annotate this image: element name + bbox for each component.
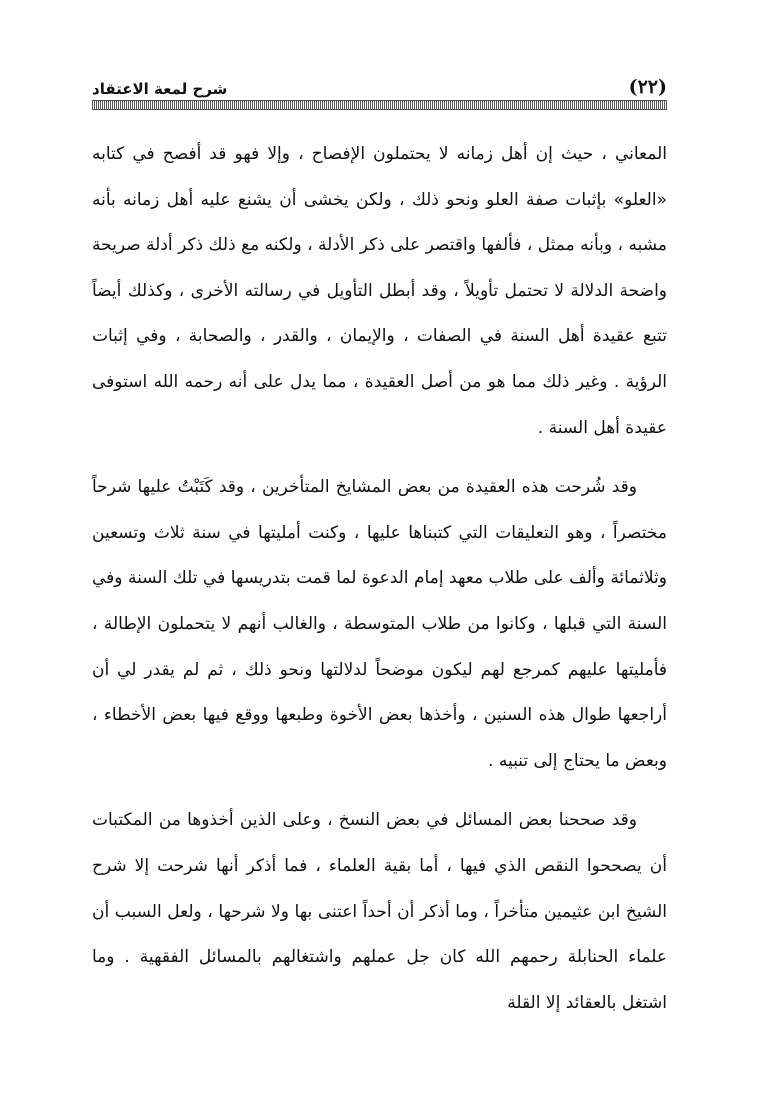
page-header [92, 68, 667, 98]
page-number: (٢٢) [628, 76, 667, 98]
paragraph-3: وقد صححنا بعض المسائل في بعض النسخ ، وعلى الذين أخذوها من المكتبات أن يصححوا النقص الذي فيها ، أما بقية العلماء ، فما أذكر أنها شرحت إلا شرح الشيخ ابن عثيمين متأخراً ، وما أذكر أن أحداً اعتنى بها ولا شرحها ، ولعل السبب أن علماء الحنابلة رحمهم الله كان جل عملهم واشتغالهم بالمسائل الفقهية . وما اشتغل بالعقائد إلا القلة [92, 810, 667, 1013]
running-title: شرح لمعة الاعتقاد [92, 80, 228, 98]
paragraph-1: المعاني ، حيث إن أهل زمانه لا يحتملون الإفصاح ، وإلا فهو قد أفصح في كتابه «العلو» بإثبات صفة العلو ونحو ذلك ، ولكن يخشى أن يشنع عليه أهل زمانه بأنه مشبه ، وبأنه ممثل ، فألفها واقتصر على ذكر الأدلة ، ولكنه مع ذلك ذكر أدلة صريحة واضحة الدلالة لا تحتمل تأويلاً ، وقد أبطل التأويل في رسالته الأخرى ، وكذلك أيضاً تتبع عقيدة أهل السنة في الصفات ، والإيمان ، والقدر ، والصحابة ، وفي إثبات الرؤية . وغير ذلك مما هو من أصل العقيدة ، مما يدل على أنه رحمه الله استوفى عقيدة أهل السنة . [92, 144, 667, 438]
body-text [92, 132, 667, 1026]
paragraph-2: وقد شُرحت هذه العقيدة من بعض المشايخ المتأخرين ، وقد كَتَبْتُ عليها شرحاً مختصراً ، وهو التعليقات التي كتبناها عليها ، وكنت أمليتها في سنة ثلاث وتسعين وثلاثمائة وألف على طلاب معهد إمام الدعوة لما قمت بتدريسها في تلك السنة وفي السنة التي قبلها ، وكانوا من طلاب المتوسطة ، والغالب أنهم لا يتحملون الإطالة ، فأمليتها عليهم كمرجع لهم ليكون موضحاً لدلالتها ونحو ذلك ، ثم لم يقدر لي أن أراجعها طوال هذه السنين ، وأخذها بعض الأخوة وطبعها ووقع فيها بعض الأخطاء ، وبعض ما يحتاج إلى تنبيه . [92, 477, 667, 771]
header-divider [92, 100, 667, 110]
